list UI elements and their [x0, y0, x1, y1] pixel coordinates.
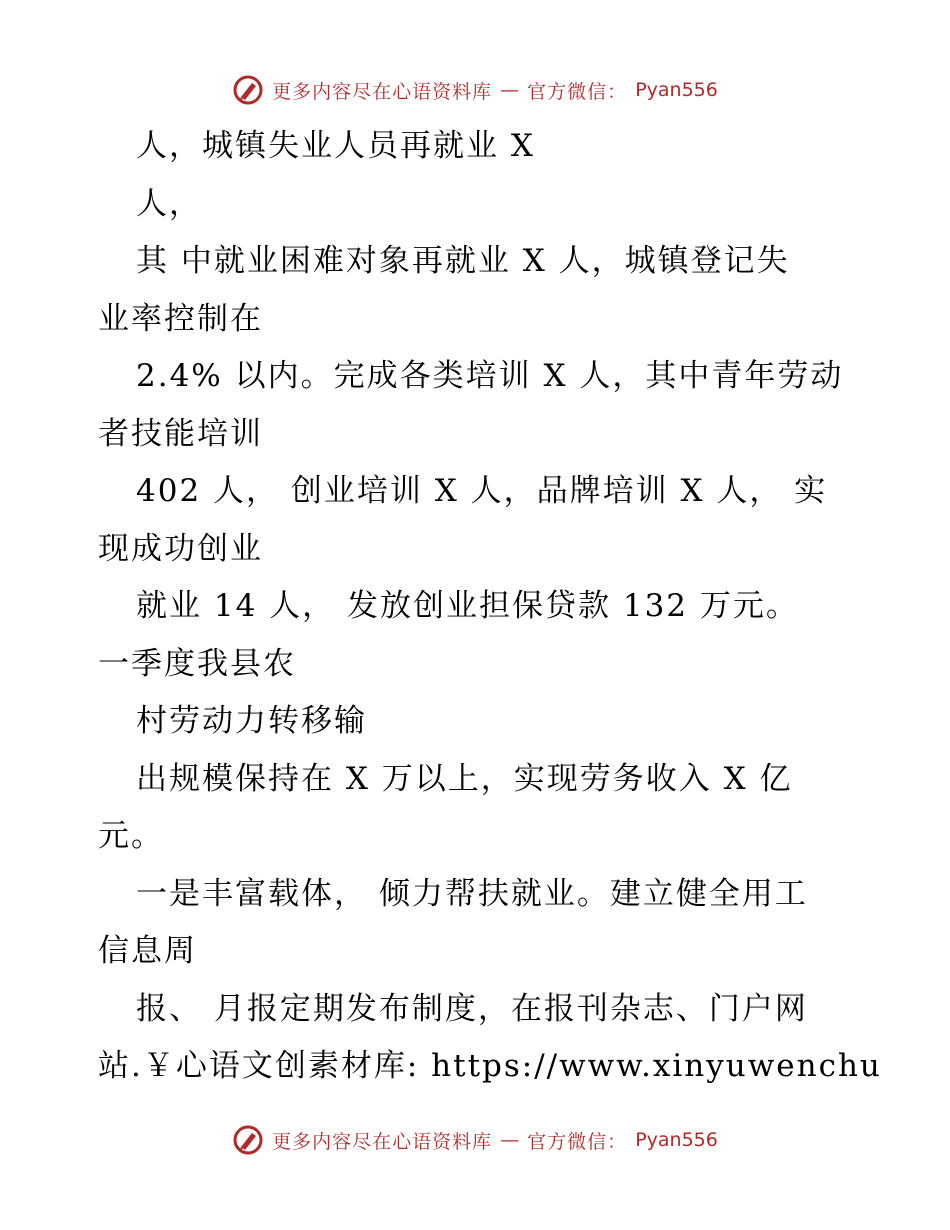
body-line: 业率控制在 [98, 300, 263, 337]
document-body [98, 118, 882, 1096]
pen-logo-icon [232, 74, 264, 106]
banner-separator: — [500, 1129, 520, 1151]
body-line: 402 人， 创业培训 X 人，品牌培训 X 人， 实 [136, 473, 828, 509]
banner-text: 更多内容尽在心语资料库 [272, 1130, 493, 1153]
body-line: 2.4% 以内。完成各类培训 X 人，其中青年劳动 [136, 358, 844, 394]
body-line: 站.￥心语文创素材库: https://www.xinyuwenchu [98, 1048, 882, 1084]
body-line: 出规模保持在 X 万以上，实现劳务收入 X 亿 [136, 760, 793, 797]
body-line: 者技能培训 [98, 415, 263, 452]
body-line: 村劳动力转移输 [136, 703, 367, 739]
body-line: 一是丰富载体， 倾力帮扶就业。建立健全用工 [136, 875, 808, 912]
body-line: 一季度我县农 [98, 645, 296, 682]
body-line: 信息周 [98, 933, 197, 969]
body-line: 就业 14 人， 发放创业担保贷款 132 万元。 [136, 588, 799, 624]
pen-logo-icon [232, 1124, 264, 1156]
banner-separator: — [500, 79, 520, 101]
body-line: 其 中就业困难对象再就业 X 人，城镇登记失 [136, 243, 790, 279]
header-banner [0, 70, 950, 110]
body-line: 人，城镇失业人员再就业 X [136, 128, 535, 164]
body-line: 报、 月报定期发布制度，在报刊杂志、门户网 [136, 990, 808, 1027]
body-line: 人， [136, 185, 202, 222]
banner-contact-id: Pyan556 [635, 1129, 718, 1151]
body-line: 现成功创业 [98, 530, 263, 567]
banner-text: 更多内容尽在心语资料库 [272, 80, 493, 103]
banner-contact-label: 官方微信： [527, 1130, 628, 1153]
body-line: 元。 [98, 818, 164, 854]
banner-contact-id: Pyan556 [635, 79, 718, 101]
banner-contact-label: 官方微信： [527, 80, 628, 103]
footer-banner [0, 1120, 950, 1160]
